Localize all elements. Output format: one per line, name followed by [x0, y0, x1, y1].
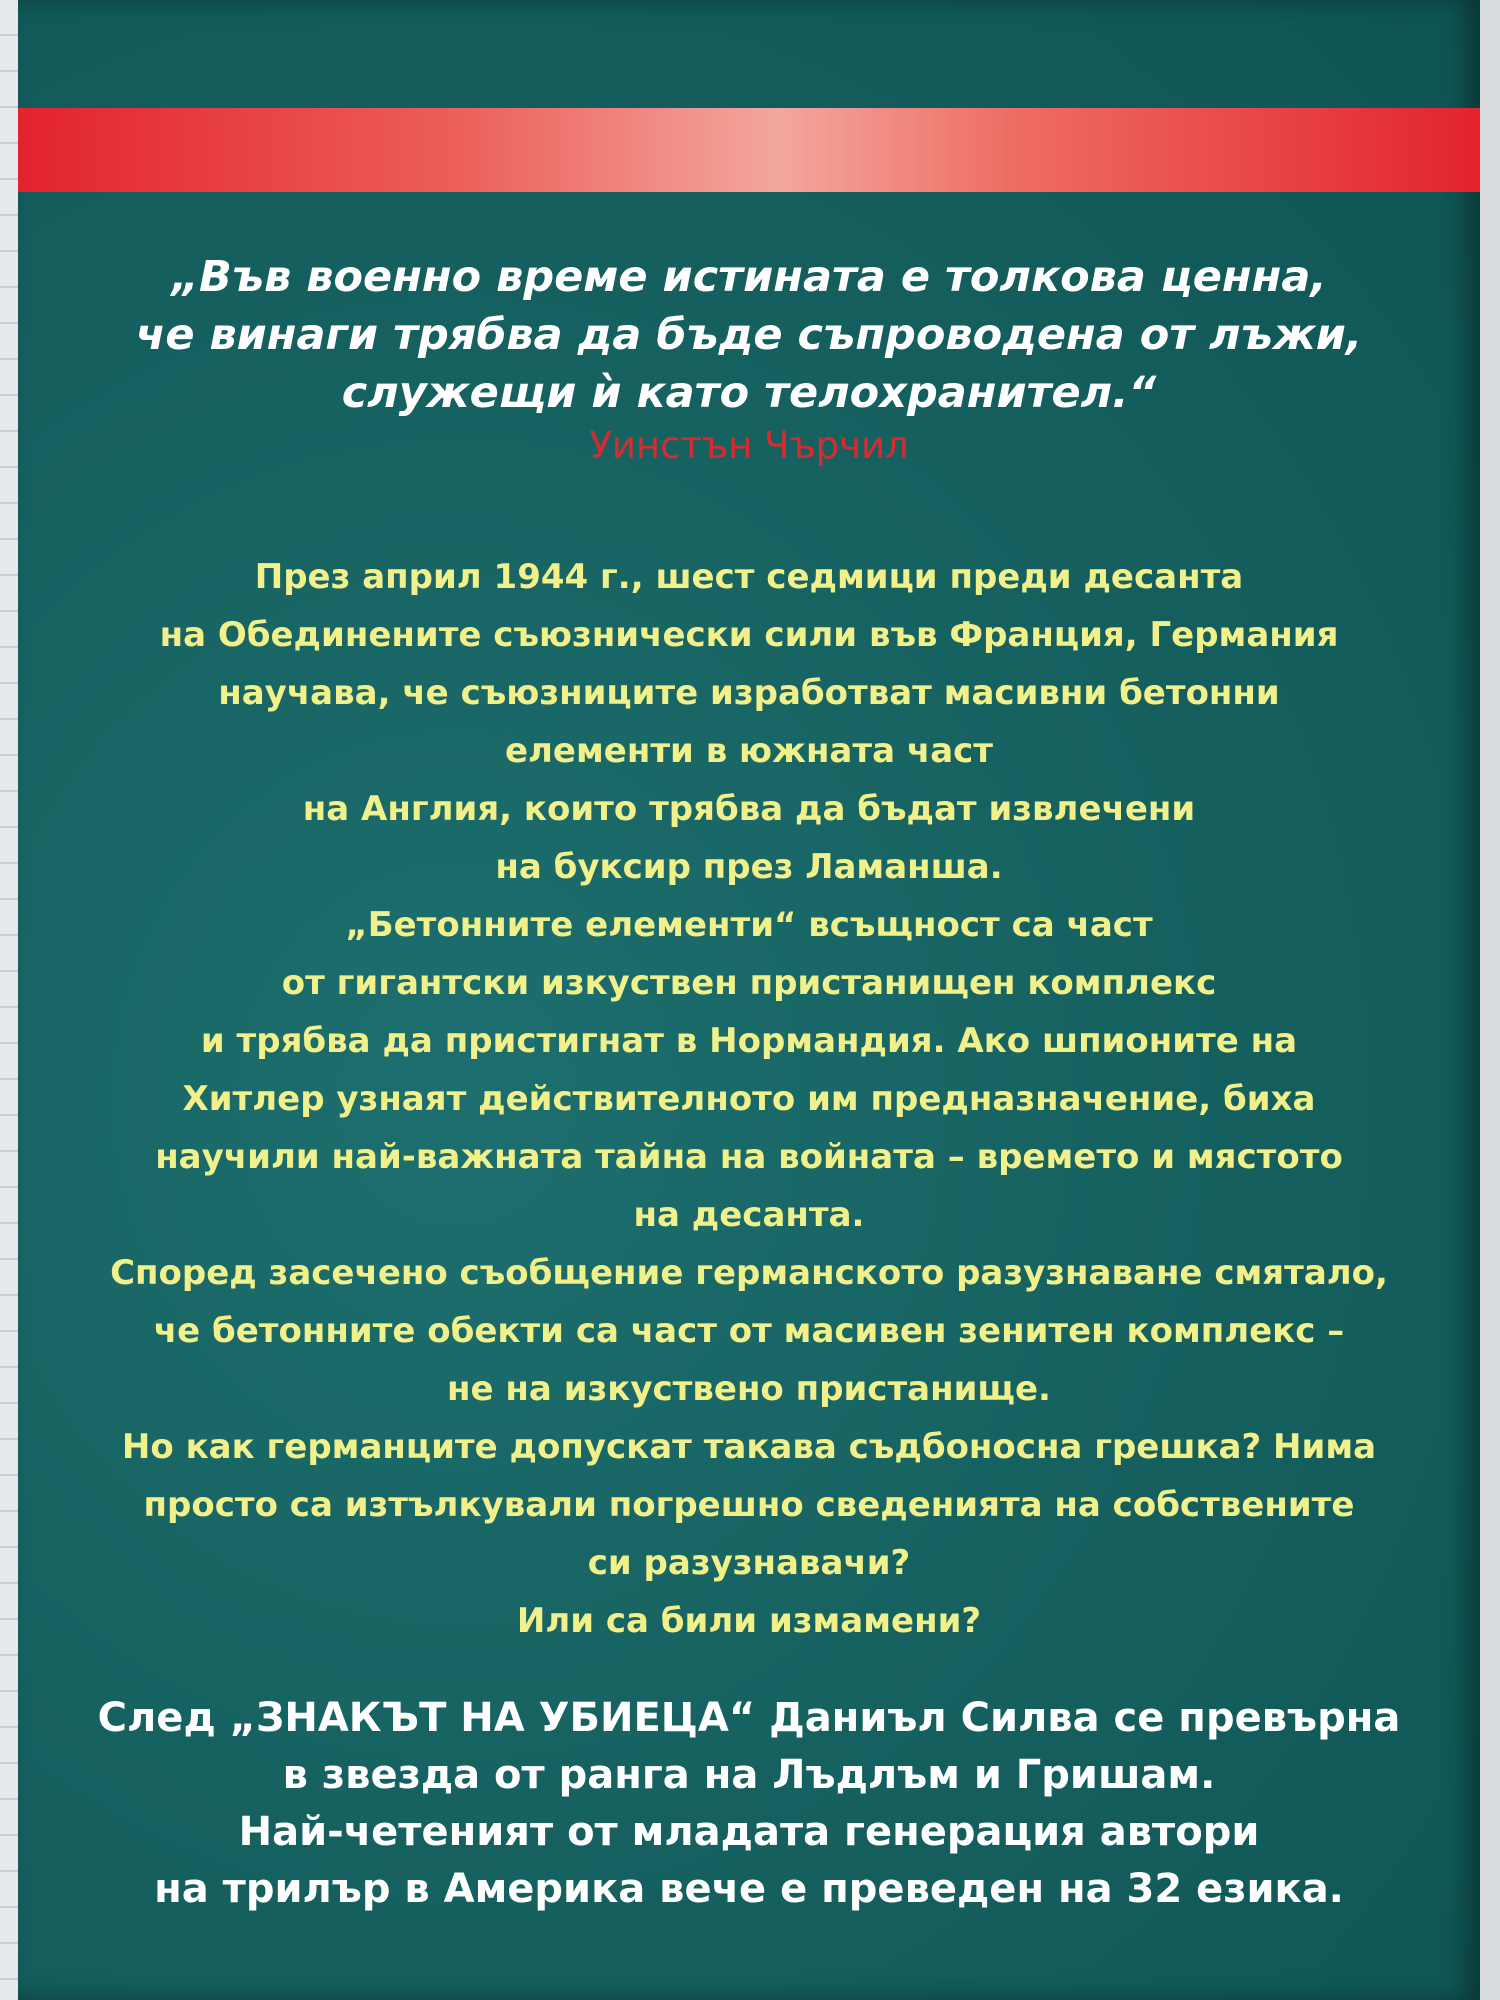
praise-line: в звезда от ранга на Лъдлъм и Гришам. — [282, 1752, 1216, 1798]
synopsis-line: научава, че съюзниците изработват масивни бетонни — [218, 673, 1280, 713]
synopsis-line: научили най-важната тайна на войната – времето и мястото — [155, 1137, 1343, 1177]
synopsis-line: на Англия, които трябва да бъдат извлечени — [302, 789, 1196, 829]
quote-author: Уинстън Чърчил — [589, 424, 909, 467]
synopsis-line: Но как германците допускат такава съдбоносна грешка? Нима — [121, 1427, 1377, 1467]
praise-line: След „ЗНАКЪТ НА УБИЕЦА“ Даниъл Силва се превърна — [97, 1695, 1401, 1741]
synopsis-line: на десанта. — [633, 1195, 865, 1235]
book-back-cover — [18, 0, 1480, 2000]
quote-line: че винаги трябва да бъде съпроводена от лъжи, — [135, 310, 1363, 360]
synopsis-line: на буксир през Ламанша. — [495, 847, 1003, 887]
synopsis-line: елементи в южната част — [504, 731, 994, 771]
synopsis-line: от гигантски изкуствен пристанищен комплекс — [281, 963, 1217, 1003]
praise-line: Най-четеният от младата генерация автори — [238, 1809, 1260, 1855]
synopsis-line: просто са изтълкували погрешно сведенията на собствените — [143, 1485, 1355, 1525]
synopsis-line: си разузнавачи? — [587, 1543, 911, 1583]
synopsis-line: „Бетонните елементи“ всъщност са част — [345, 905, 1153, 945]
synopsis-line: Или са били измамени? — [516, 1601, 982, 1641]
synopsis-line: на Обединените съюзнически сили във Франция, Германия — [159, 615, 1339, 655]
praise-line: на трилър в Америка вече е преведен на 32 езика. — [154, 1866, 1344, 1912]
epigraph-quote — [18, 248, 1480, 470]
notebook-paper-left — [0, 0, 20, 2000]
synopsis-line: Хитлер узнаят действителното им предназначение, биха — [182, 1079, 1316, 1119]
synopsis-line: че бетонните обекти са част от масивен зенитен комплекс – — [153, 1311, 1345, 1351]
synopsis-line: Според засечено съобщение германското разузнаване смятало, — [110, 1253, 1388, 1293]
synopsis-line: През април 1944 г., шест седмици преди десанта — [254, 557, 1244, 597]
background-surface-right — [1480, 0, 1500, 2000]
author-praise — [18, 1690, 1480, 1918]
quote-line: служещи ѝ като телохранител.“ — [341, 368, 1157, 418]
quote-line: „Във военно време истината е толкова ценна, — [171, 252, 1327, 302]
synopsis-line: не на изкуствено пристанище. — [447, 1369, 1051, 1409]
red-gradient-band — [18, 108, 1480, 192]
synopsis-line: и трябва да пристигнат в Нормандия. Ако шпионите на — [200, 1021, 1298, 1061]
synopsis — [18, 548, 1480, 1650]
